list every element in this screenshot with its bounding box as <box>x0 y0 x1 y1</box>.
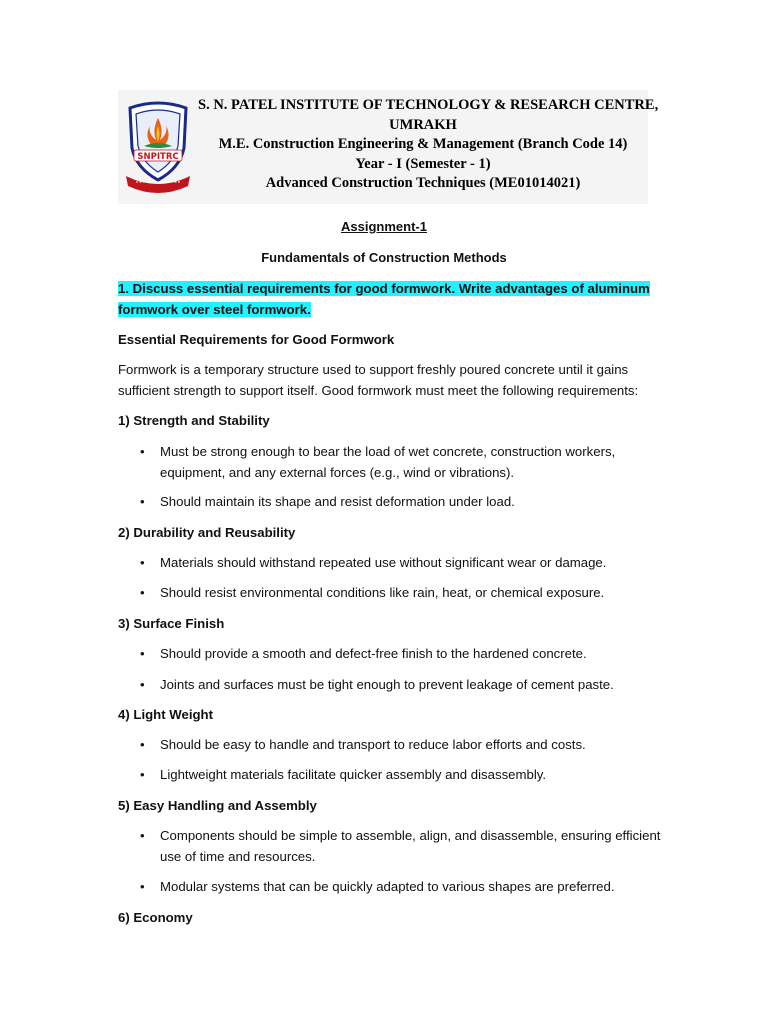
bullet-icon: • <box>140 555 145 570</box>
program-name: M.E. Construction Engineering & Management (Branch Code 14) <box>218 136 628 152</box>
question-line2: formwork over steel formwork. <box>118 302 311 317</box>
subtitle: Fundamentals of Construction Methods <box>261 250 507 265</box>
institute-header <box>118 90 659 204</box>
requirement-heading: 3) Surface Finish <box>118 616 225 631</box>
requirement-heading: 2) Durability and Reusability <box>118 525 296 540</box>
bullet-icon: • <box>140 828 145 843</box>
list-item-text: Should maintain its shape and resist deformation under load. <box>160 494 515 509</box>
bullet-icon: • <box>140 677 145 692</box>
institute-logo <box>122 96 194 196</box>
section-heading: Essential Requirements for Good Formwork <box>118 332 395 347</box>
requirement-heading: 1) Strength and Stability <box>118 413 270 428</box>
question <box>118 278 698 320</box>
list-item-text: Should resist environmental conditions like rain, heat, or chemical exposure. <box>160 585 605 600</box>
bullet-icon: • <box>140 444 145 459</box>
institute-name-line2: UMRAKH <box>389 116 457 133</box>
bullet-icon: • <box>140 646 145 661</box>
header-text <box>198 96 659 194</box>
logo-text: SNPITRC <box>137 152 179 162</box>
bullet-icon: • <box>140 494 145 509</box>
year-semester: Year - I (Semester - 1) <box>355 155 491 172</box>
bullet-icon: • <box>140 737 145 752</box>
requirement-heading: 6) Economy <box>118 910 193 925</box>
list-item-text: Lightweight materials facilitate quicker assembly and disassembly. <box>160 767 547 782</box>
list-item-text: Modular systems that can be quickly adapted to various shapes are preferred. <box>160 879 615 894</box>
course-name: Advanced Construction Techniques (ME01014021) <box>265 175 581 191</box>
intro-line1: Formwork is a temporary structure used to support freshly poured concrete until it gains <box>118 362 629 377</box>
bullet-icon: • <box>140 767 145 782</box>
bullet-icon: • <box>140 585 145 600</box>
list-item-text: Materials should withstand repeated use without significant wear or damage. <box>160 555 607 570</box>
list-item-text: Should provide a smooth and defect-free finish to the hardened concrete. <box>160 646 587 661</box>
list-item-text: Components should be simple to assemble, align, and disassemble, ensuring efficient <box>160 828 661 843</box>
list-item-text: Joints and surfaces must be tight enough to prevent leakage of cement paste. <box>160 677 614 692</box>
institute-name-line1: S. N. PATEL INSTITUTE OF TECHNOLOGY & RESEARCH CENTRE, <box>198 97 659 113</box>
intro-paragraph <box>118 359 698 401</box>
bullet-icon: • <box>140 879 145 894</box>
list-item-text: Should be easy to handle and transport to reduce labor efforts and costs. <box>160 737 586 752</box>
question-line1: 1. Discuss essential requirements for good formwork. Write advantages of aluminum <box>118 281 650 296</box>
requirement-heading: 5) Easy Handling and Assembly <box>118 798 317 813</box>
intro-line2: sufficient strength to support itself. Good formwork must meet the following requirements: <box>118 383 639 398</box>
assignment-title: Assignment-1 <box>341 219 427 234</box>
list-item-text: Must be strong enough to bear the load of wet concrete, construction workers, <box>160 444 616 459</box>
requirement-heading: 4) Light Weight <box>118 707 213 722</box>
list-item-text: equipment, and any external forces (e.g., wind or vibrations). <box>160 465 515 480</box>
list-item-text: use of time and resources. <box>160 849 316 864</box>
